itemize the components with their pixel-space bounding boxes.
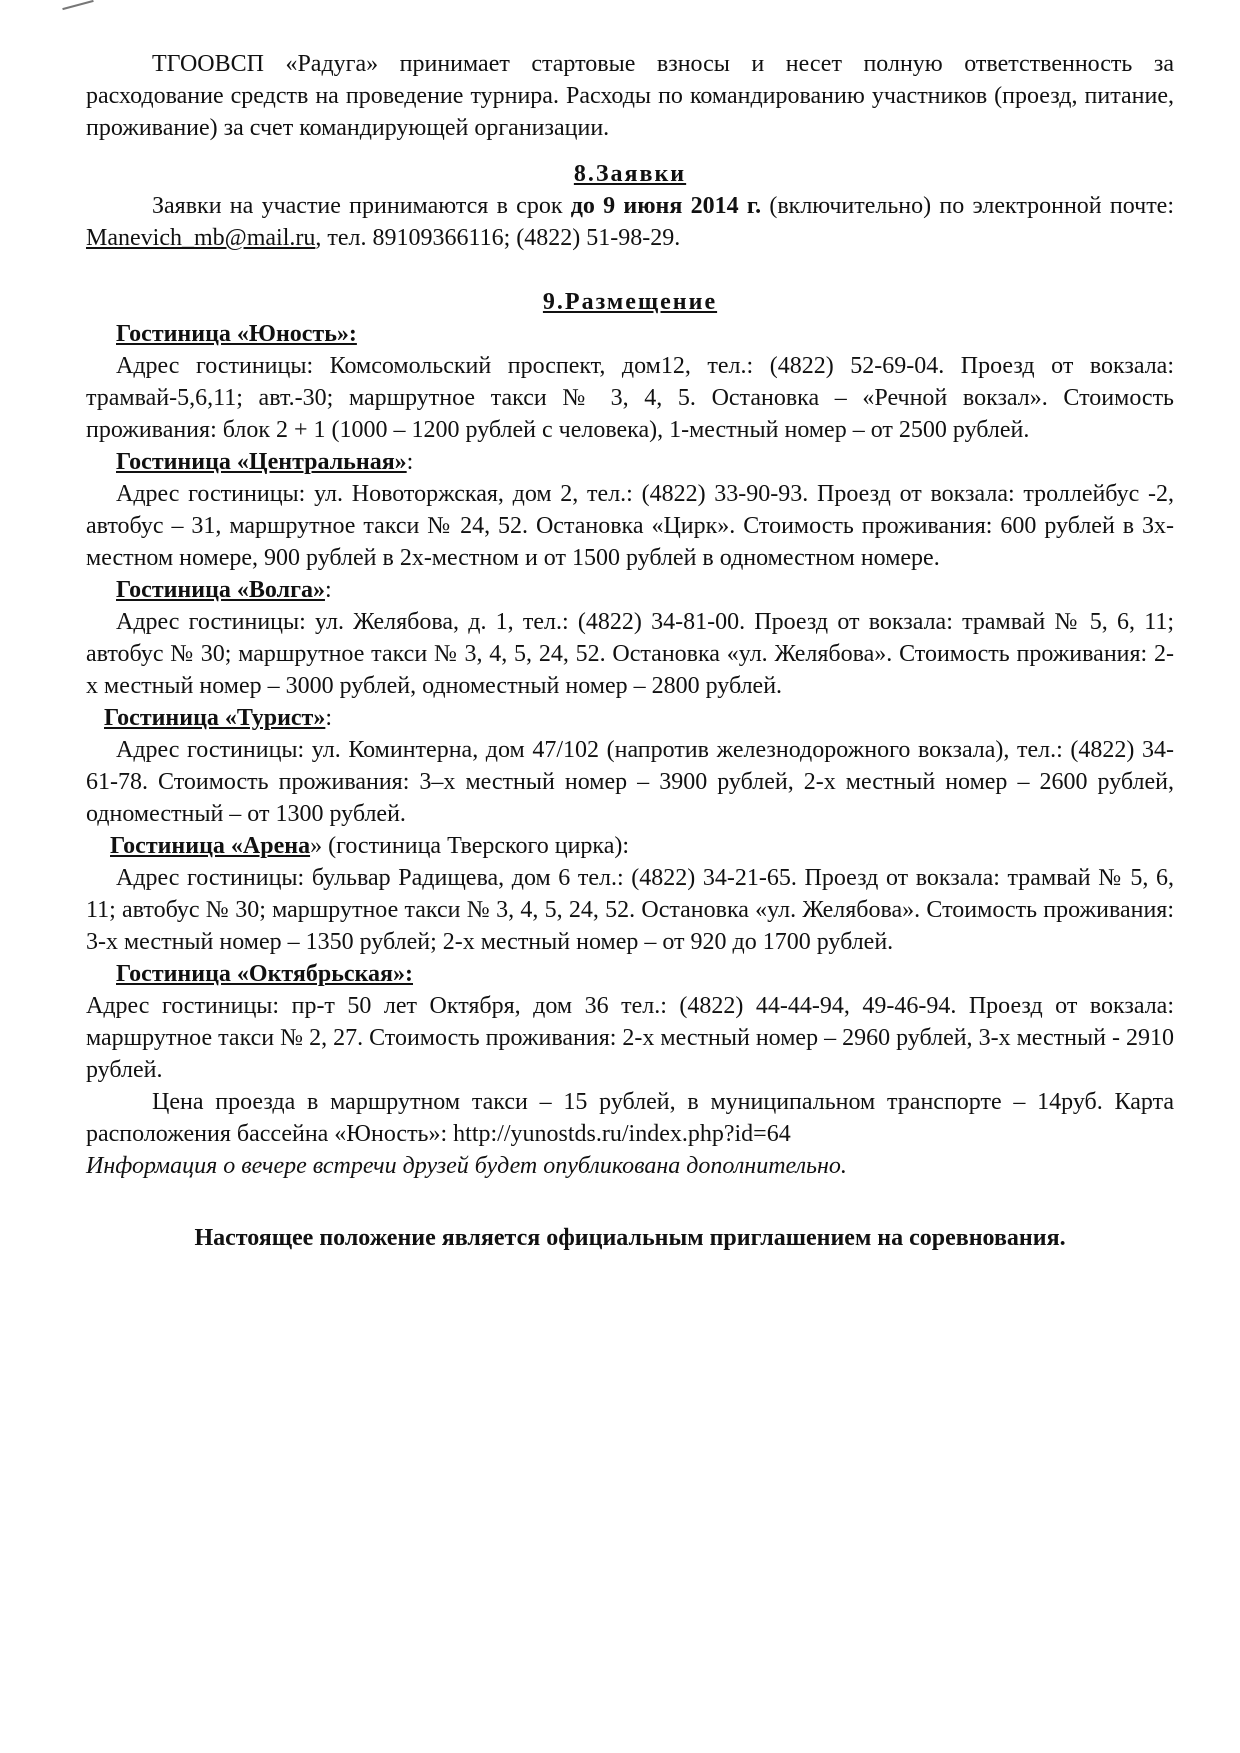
hotel-oktyabrskaya-heading [116,958,1174,990]
hotel-arena-details: Адрес гостиницы: бульвар Радищева, дом 6 тел.: (4822) 34-21-65. Проезд от вокзала: трамвай № 5, 6, 11; автобус № 30; маршрутное такси № 3, 4, 5, 24, 52. Остановка «ул. Желябова». Стоимость проживания: 3-х местный номер – 1350 рублей; 2-х местный номер – от 920 до 1700 рублей. [86,865,1174,955]
hotel-name: Гостиница «Октябрьская»: [116,961,413,987]
hotel-name: Гостиница «Арена [110,833,311,859]
applications-heading: 8.Заявки [573,161,687,187]
evening-note: Информация о вечере встречи друзей будет опубликована дополнительно. [86,1153,847,1179]
email-link[interactable]: Manevich_mb@mail.ru [86,225,316,251]
hotel-centralnaya-details: Адрес гостиницы: ул. Новоторжская, дом 2, тел.: (4822) 33-90-93. Проезд от вокзала: троллейбус -2, автобус – 31, маршрутное такси № 24, 52. Остановка «Цирк». Стоимость проживания: 600 рублей в 3х-местном номере, 900 рублей в 2х-местном и от 1500 рублей в одноместном номере. [86,481,1174,571]
applications-text-after: , тел. 89109366116; (4822) 51-98-29. [315,225,681,251]
hotel-arena-heading: Гостиница «Арена» (гостиница Тверского цирка): [110,833,630,859]
intro-paragraph: ТГООВСП «Радуга» принимает стартовые взносы и несет полную ответственность за расходование средств на проведение турнира. Расходы по командированию участников (проезд, питание, проживание) за счет командирующей организации. [86,51,1174,141]
applications-text-before: Заявки на участие принимаются в срок [152,193,571,219]
hotel-name: Гостиница «Турист» [104,705,326,731]
accommodation-heading: 9.Размещение [542,289,718,315]
hotel-name: Гостиница «Волга» [116,577,325,603]
hotel-volga-heading: Гостиница «Волга»: [116,577,332,603]
invitation-statement: Настоящее положение является официальным приглашением на соревнования. [194,1225,1066,1251]
fares-paragraph: Цена проезда в маршрутном такси – 15 рублей, в муниципальном транспорте – 14руб. Карта расположения бассейна «Юность»: http://yunostds.ru/index.php?id=64 [86,1089,1174,1147]
hotel-yunost-details: Адрес гостиницы: Комсомольский проспект, дом12, тел.: (4822) 52-69-04. Проезд от вокзала: трамвай-5,6,11; авт.-30; маршрутное такси № 3, 4, 5. Остановка – «Речной вокзал». Стоимость проживания: блок 2 + 1 (1000 – 1200 рублей с человека), 1-местный номер – от 2500 рублей. [86,353,1174,443]
document-page [86,48,1174,1254]
hotel-yunost-heading [116,318,1174,350]
applications-deadline: до 9 июня 2014 г. [570,193,762,219]
hotel-name: Гостиница «Центральная» [116,449,407,475]
hotel-oktyabrskaya-details: Адрес гостиницы: пр-т 50 лет Октября, дом 36 тел.: (4822) 44-44-94, 49-46-94. Проезд от вокзала: маршрутное такси № 2, 27. Стоимость проживания: 2-х местный номер – 2960 рублей, 3-х местный - 2910 рублей. [86,993,1174,1083]
hotel-volga-details: Адрес гостиницы: ул. Желябова, д. 1, тел.: (4822) 34-81-00. Проезд от вокзала: трамвай № 5, 6, 11; автобус № 30; маршрутное такси № 3, 4, 5, 24, 52. Остановка «ул. Желябова». Стоимость проживания: 2- х местный номер – 3000 рублей, одноместный номер – 2800 рублей. [86,609,1174,699]
hotel-turist-details: Адрес гостиницы: ул. Коминтерна, дом 47/102 (напротив железнодорожного вокзала), тел.: (4822) 34-61-78. Стоимость проживания: 3–х местный номер – 3900 рублей, 2-х местный номер – 2600 рублей, одноместный – от 1300 рублей. [86,737,1174,827]
hotel-name: Гостиница «Юность»: [116,321,357,347]
hotel-turist-heading: Гостиница «Турист»: [104,705,333,731]
applications-text-middle: (включительно) по электронной почте: [761,193,1174,219]
hotel-centralnaya-heading: Гостиница «Центральная»: [116,449,414,475]
scan-mark [62,0,93,10]
applications-paragraph [86,190,1174,254]
